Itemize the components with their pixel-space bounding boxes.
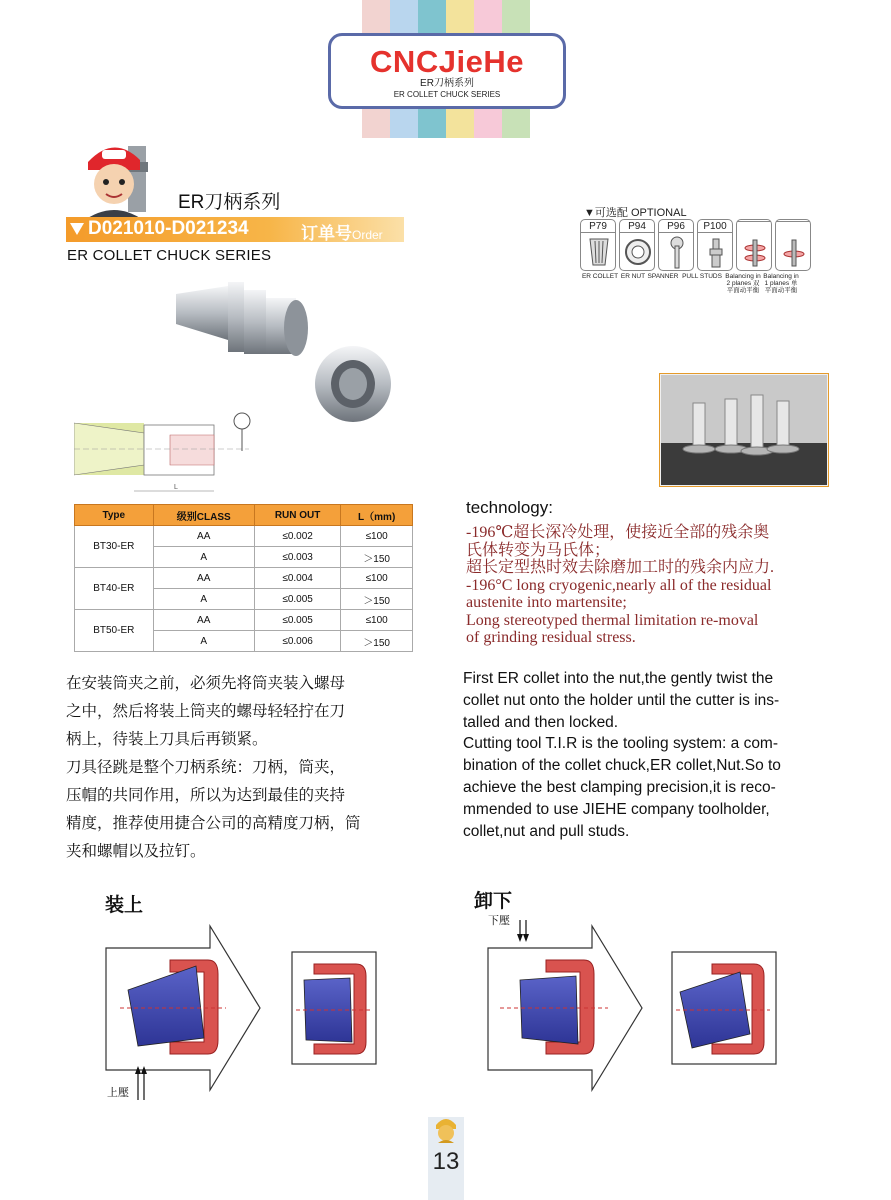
body-line: 柄上，待装上刀具后再锁紧。 (66, 731, 268, 748)
logo-subtitle-en: ER COLLET CHUCK SERIES (393, 90, 501, 99)
optional-name: Balancing in 2 planes 双平面动平衡 (725, 273, 761, 294)
press-up-label: 上壓 (107, 1087, 129, 1099)
collet-icon (587, 237, 611, 267)
pull-stud-icon (707, 237, 725, 269)
body-line: 夹和螺帽以及拉钉。 (66, 843, 206, 860)
class-cell: A (153, 547, 254, 568)
optional-page (776, 221, 810, 222)
logo-subtitle-cn: ER刀柄系列 (420, 78, 474, 89)
type-cell: BT30-ER (75, 526, 154, 568)
optional-item-collet (580, 219, 616, 271)
optional-item-pull-stud (697, 219, 733, 271)
press-down-arrows (517, 920, 529, 942)
brand-logo (328, 33, 566, 109)
length-cell: ≤100 (341, 568, 413, 589)
spanner-icon (667, 236, 687, 270)
type-cell: BT50-ER (75, 610, 154, 652)
remove-label: 卸下 (474, 891, 513, 912)
technology-line: 氏体转变为马氏体； (466, 541, 611, 559)
table-row (75, 568, 413, 589)
install-step-1 (106, 926, 260, 1090)
optional-name: SPANNER (647, 273, 679, 280)
header-type: Type (75, 505, 154, 526)
length-label: L (174, 484, 178, 491)
body-line: bination of the collet chuck,ER collet,Nut.So to (463, 757, 781, 775)
technology-line: -196℃超长深冷处理，使接近全部的残余奥 (466, 524, 770, 541)
optional-page: P96 (659, 221, 693, 233)
length-cell: ≤100 (341, 610, 413, 631)
body-line: mmended to use JIEHE company toolholder, (463, 800, 770, 818)
header-runout: RUN OUT (254, 505, 340, 526)
order-label (301, 219, 404, 264)
mascot-head-icon (433, 1113, 459, 1145)
optional-page: P79 (581, 221, 615, 233)
optional-name: PULL STUDS (682, 273, 722, 280)
optional-name: ER NUT (620, 273, 646, 280)
body-line: 在安装筒夹之前，必须先将筒夹装入螺母 (66, 675, 346, 692)
technology-line: Long stereotyped thermal limitation re-moval (466, 611, 759, 629)
runout-cell: ≤0.002 (254, 526, 340, 547)
length-cell: ≤100 (341, 526, 413, 547)
body-line: achieve the best clamping precision,it is reco- (463, 778, 776, 796)
body-line: 刀具径跳是整个刀柄系统：刀柄，筒夹， (66, 759, 346, 776)
length-cell: ＞150 (341, 589, 413, 610)
order-label-cn: 订单号 (301, 224, 352, 243)
order-code: D021010-D021234 (88, 218, 249, 239)
class-cell: A (153, 589, 254, 610)
remove-step-1 (488, 926, 642, 1090)
optional-item-balancing-2-planes (736, 219, 772, 271)
install-step-2 (292, 952, 376, 1064)
optional-page: P100 (698, 221, 732, 233)
runout-cell: ≤0.006 (254, 631, 340, 652)
header-class: 级别CLASS (153, 505, 254, 526)
brand-cnc: CNC (370, 44, 439, 79)
runout-cell: ≤0.005 (254, 610, 340, 631)
runout-spec-table (74, 504, 413, 652)
class-cell: A (153, 631, 254, 652)
cryogenic-treatment-photo (659, 373, 829, 487)
press-down-label: 下壓 (488, 915, 510, 927)
technology-line: -196°C long cryogenic,nearly all of the residual (466, 576, 772, 594)
table-row (75, 610, 413, 631)
body-line: First ER collet into the nut,the gently twist the (463, 670, 774, 687)
optional-names (580, 273, 800, 294)
body-line: collet nut onto the holder until the cutter is ins- (463, 691, 780, 709)
mascot-illustration (74, 132, 156, 224)
brand-name (331, 46, 563, 78)
optional-name: Balancing in 1 planes 单平面动平衡 (763, 273, 799, 294)
body-line: Cutting tool T.I.R is the tooling system: a com- (463, 735, 779, 753)
class-cell: AA (153, 610, 254, 631)
order-label-en: Order NO. (301, 228, 383, 262)
series-title-en: ER COLLET CHUCK SERIES (67, 247, 272, 264)
optional-item-balancing-1-plane (775, 219, 811, 271)
er-nut-photo (315, 346, 391, 422)
press-up-arrows (135, 1066, 147, 1100)
install-label: 装上 (105, 895, 144, 916)
runout-measurement-drawing (74, 405, 264, 495)
optional-name: ER COLLET (581, 273, 619, 280)
runout-cell: ≤0.003 (254, 547, 340, 568)
header-length: L（mm) (341, 505, 413, 526)
table-row (75, 526, 413, 547)
nut-icon (624, 238, 652, 266)
optional-title: ▼可选配 OPTIONAL (584, 207, 687, 219)
optional-item-nut (619, 219, 655, 271)
length-cell: ＞150 (341, 631, 413, 652)
class-cell: AA (153, 526, 254, 547)
runout-cell: ≤0.005 (254, 589, 340, 610)
remove-step-2 (672, 952, 776, 1064)
brand-jiehe: JieHe (438, 44, 524, 79)
technology-line: 超长定型热时效去除磨加工时的残余内应力. (466, 559, 775, 576)
optional-page (737, 221, 771, 222)
optional-item-spanner (658, 219, 694, 271)
table-header-row (75, 505, 413, 526)
optional-accessories (580, 219, 811, 271)
installation-text-cn (66, 670, 416, 866)
installation-text-en (463, 668, 828, 842)
technology-text (466, 524, 826, 647)
class-cell: AA (153, 568, 254, 589)
body-line: talled and then locked. (463, 713, 619, 731)
body-line: collet,nut and pull studs. (463, 822, 630, 840)
runout-cell: ≤0.004 (254, 568, 340, 589)
type-cell: BT40-ER (75, 568, 154, 610)
technology-line: austenite into martensite; (466, 594, 627, 611)
balancing-2-planes-icon (743, 236, 767, 268)
body-line: 之中，然后将装上筒夹的螺母轻轻拧在刀 (66, 703, 346, 720)
body-line: 压帽的共同作用，所以为达到最佳的夹持 (66, 787, 346, 804)
length-cell: ＞150 (341, 547, 413, 568)
page-number: 13 (432, 1148, 460, 1175)
technology-line: of grinding residual stress. (466, 629, 636, 646)
series-title-cn: ER刀柄系列 (178, 192, 281, 213)
balancing-1-plane-icon (782, 236, 806, 268)
assembly-diagrams (100, 920, 790, 1110)
optional-page: P94 (620, 221, 654, 233)
body-line: 精度，推荐使用捷合公司的高精度刀柄，筒 (66, 815, 361, 832)
technology-title: technology: (466, 498, 553, 517)
triangle-down-icon (70, 223, 84, 235)
